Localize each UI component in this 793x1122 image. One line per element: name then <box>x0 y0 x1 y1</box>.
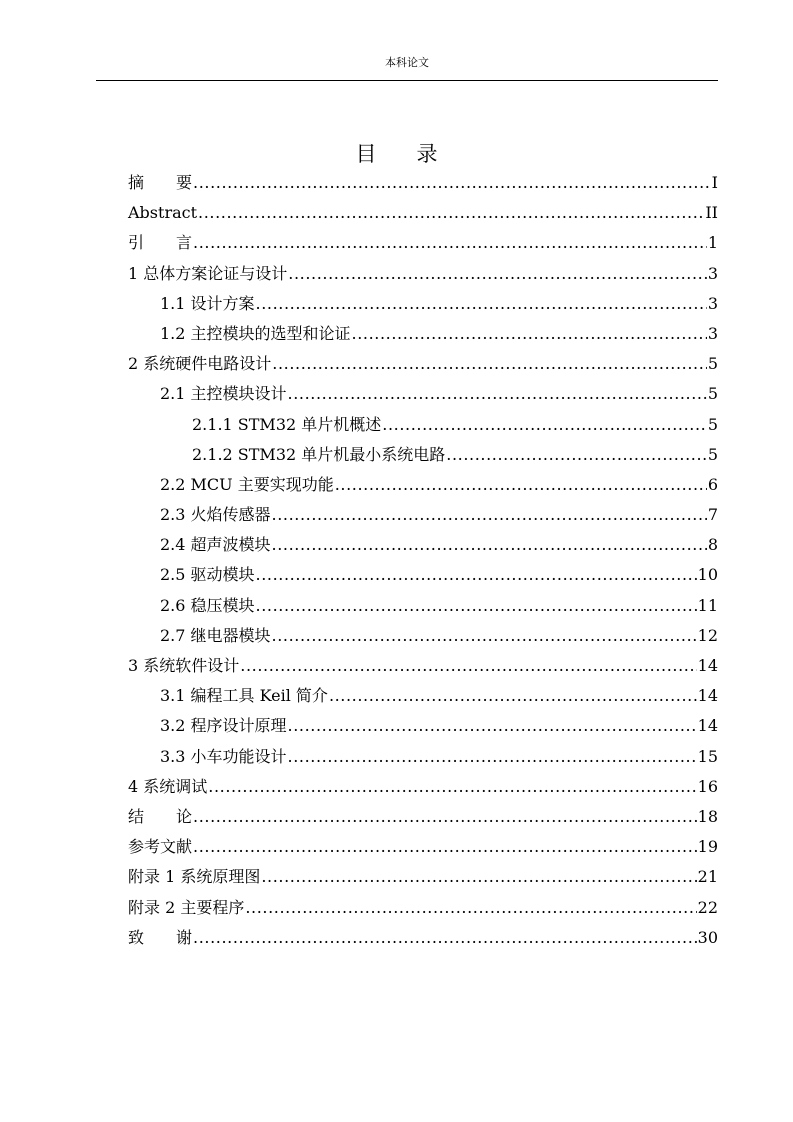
toc-entry-page: 10 <box>697 565 718 585</box>
toc-entry[interactable] <box>128 319 718 349</box>
toc-entry-page: 7 <box>707 505 718 525</box>
toc-entry-page: II <box>705 203 718 223</box>
toc-entry[interactable] <box>128 289 718 319</box>
toc-entry[interactable] <box>128 470 718 500</box>
toc-entry-label: 1 总体方案论证与设计 <box>128 263 288 283</box>
toc-leader-dots <box>193 923 697 953</box>
toc-entry-page: 3 <box>707 263 718 283</box>
toc-leader-dots <box>272 349 707 379</box>
toc-entry[interactable] <box>128 440 718 470</box>
toc-leader-dots <box>245 893 696 923</box>
toc-entry-page: 14 <box>697 656 718 675</box>
toc-entry[interactable] <box>128 742 718 772</box>
toc-leader-dots <box>240 651 696 681</box>
toc-entry[interactable] <box>128 530 718 560</box>
toc-entry[interactable] <box>128 500 718 530</box>
toc-entry[interactable] <box>128 259 718 289</box>
toc-leader-dots <box>193 832 697 862</box>
toc-leader-dots <box>335 470 707 500</box>
toc-leader-dots <box>272 530 707 560</box>
toc-entry-page: 5 <box>707 384 718 404</box>
toc-entry-label: 2.4 超声波模块 <box>160 535 271 555</box>
toc-leader-dots <box>272 500 707 530</box>
toc-leader-dots <box>329 681 697 711</box>
toc-leader-dots <box>193 168 711 198</box>
toc-entry-label: 2.1 主控模块设计 <box>160 384 287 404</box>
toc-entry-label: 附录 1 系统原理图 <box>128 867 261 887</box>
toc-entry-label: 引 言 <box>128 233 193 253</box>
toc-entry[interactable] <box>128 832 718 862</box>
toc-entry-page: 30 <box>697 927 718 947</box>
toc-entry-label: 附录 2 主要程序 <box>128 897 245 917</box>
table-of-contents <box>128 168 718 953</box>
toc-entry[interactable] <box>128 802 718 832</box>
toc-entry-page: 16 <box>697 776 718 796</box>
toc-entry-page: 14 <box>697 686 718 706</box>
toc-leader-dots <box>256 591 697 621</box>
page-header: 本科论文 <box>385 56 429 69</box>
title-part-1: 目 <box>355 142 377 166</box>
toc-entry-label: 3.1 编程工具 Keil 简介 <box>160 686 328 706</box>
toc-entry[interactable] <box>128 168 718 198</box>
toc-entry-page: 3 <box>707 293 718 313</box>
toc-entry[interactable] <box>128 410 718 440</box>
toc-entry-label: 1.2 主控模块的选型和论证 <box>160 323 351 343</box>
toc-leader-dots <box>193 228 707 258</box>
toc-entry-page: 22 <box>697 897 718 917</box>
toc-entry-label: 1.1 设计方案 <box>160 293 255 313</box>
toc-entry-page: 5 <box>707 414 718 434</box>
toc-leader-dots <box>272 621 697 651</box>
toc-entry-page: 19 <box>697 837 718 857</box>
toc-entry-page: 8 <box>707 535 718 555</box>
toc-entry-label: 参考文献 <box>128 837 193 857</box>
toc-leader-dots <box>288 259 707 289</box>
toc-entry-page: 11 <box>697 595 718 615</box>
toc-entry[interactable] <box>128 591 718 621</box>
toc-entry-label: 2.6 稳压模块 <box>160 595 255 615</box>
toc-entry-label: Abstract <box>128 203 198 223</box>
toc-entry-label: 摘 要 <box>128 173 193 192</box>
toc-leader-dots <box>256 289 707 319</box>
toc-entry-label: 3.2 程序设计原理 <box>160 716 287 736</box>
toc-entry-page: 14 <box>697 716 718 736</box>
toc-leader-dots <box>352 319 707 349</box>
toc-entry-label: 2.3 火焰传感器 <box>160 505 271 525</box>
toc-entry-page: I <box>711 173 718 192</box>
toc-entry[interactable] <box>128 621 718 651</box>
toc-leader-dots <box>288 711 697 741</box>
toc-entry-label: 结 论 <box>128 806 193 826</box>
toc-leader-dots <box>261 862 696 892</box>
toc-entry[interactable] <box>128 379 718 409</box>
toc-entry[interactable] <box>128 651 718 681</box>
toc-leader-dots <box>256 560 697 590</box>
toc-entry-page: 18 <box>697 806 718 826</box>
toc-entry[interactable] <box>128 681 718 711</box>
toc-entry[interactable] <box>128 560 718 590</box>
page-title <box>0 138 793 168</box>
toc-leader-dots <box>288 379 707 409</box>
toc-entry[interactable] <box>128 772 718 802</box>
toc-entry-label: 2.7 继电器模块 <box>160 625 271 645</box>
toc-entry[interactable] <box>128 923 718 953</box>
toc-leader-dots <box>208 772 696 802</box>
title-part-2: 录 <box>416 142 438 166</box>
toc-entry-label: 3.3 小车功能设计 <box>160 746 287 766</box>
toc-entry[interactable] <box>128 711 718 741</box>
toc-entry[interactable] <box>128 862 718 892</box>
toc-entry[interactable] <box>128 893 718 923</box>
toc-leader-dots <box>446 440 707 470</box>
toc-entry-label: 2.1.1 STM32 单片机概述 <box>192 414 382 434</box>
toc-entry-page: 21 <box>697 867 718 887</box>
toc-entry-page: 1 <box>707 233 718 253</box>
toc-entry-page: 5 <box>707 354 718 374</box>
toc-entry-label: 2 系统硬件电路设计 <box>128 354 272 374</box>
toc-leader-dots <box>193 802 697 832</box>
toc-entry-label: 2.2 MCU 主要实现功能 <box>160 474 334 494</box>
toc-entry-label: 2.1.2 STM32 单片机最小系统电路 <box>192 444 446 464</box>
toc-leader-dots <box>198 198 704 228</box>
toc-entry-page: 3 <box>707 323 718 343</box>
toc-entry-page: 15 <box>697 746 718 766</box>
toc-entry-label: 4 系统调试 <box>128 776 208 796</box>
toc-entry-label: 3 系统软件设计 <box>128 656 240 675</box>
toc-entry[interactable] <box>128 198 718 228</box>
toc-leader-dots <box>288 742 697 772</box>
toc-entry[interactable] <box>128 349 718 379</box>
toc-entry-label: 致 谢 <box>128 927 193 947</box>
toc-entry[interactable] <box>128 228 718 258</box>
toc-leader-dots <box>382 410 707 440</box>
header-rule <box>96 80 718 81</box>
toc-entry-page: 6 <box>707 474 718 494</box>
toc-entry-page: 5 <box>707 444 718 464</box>
toc-entry-page: 12 <box>697 625 718 645</box>
toc-entry-label: 2.5 驱动模块 <box>160 565 255 585</box>
